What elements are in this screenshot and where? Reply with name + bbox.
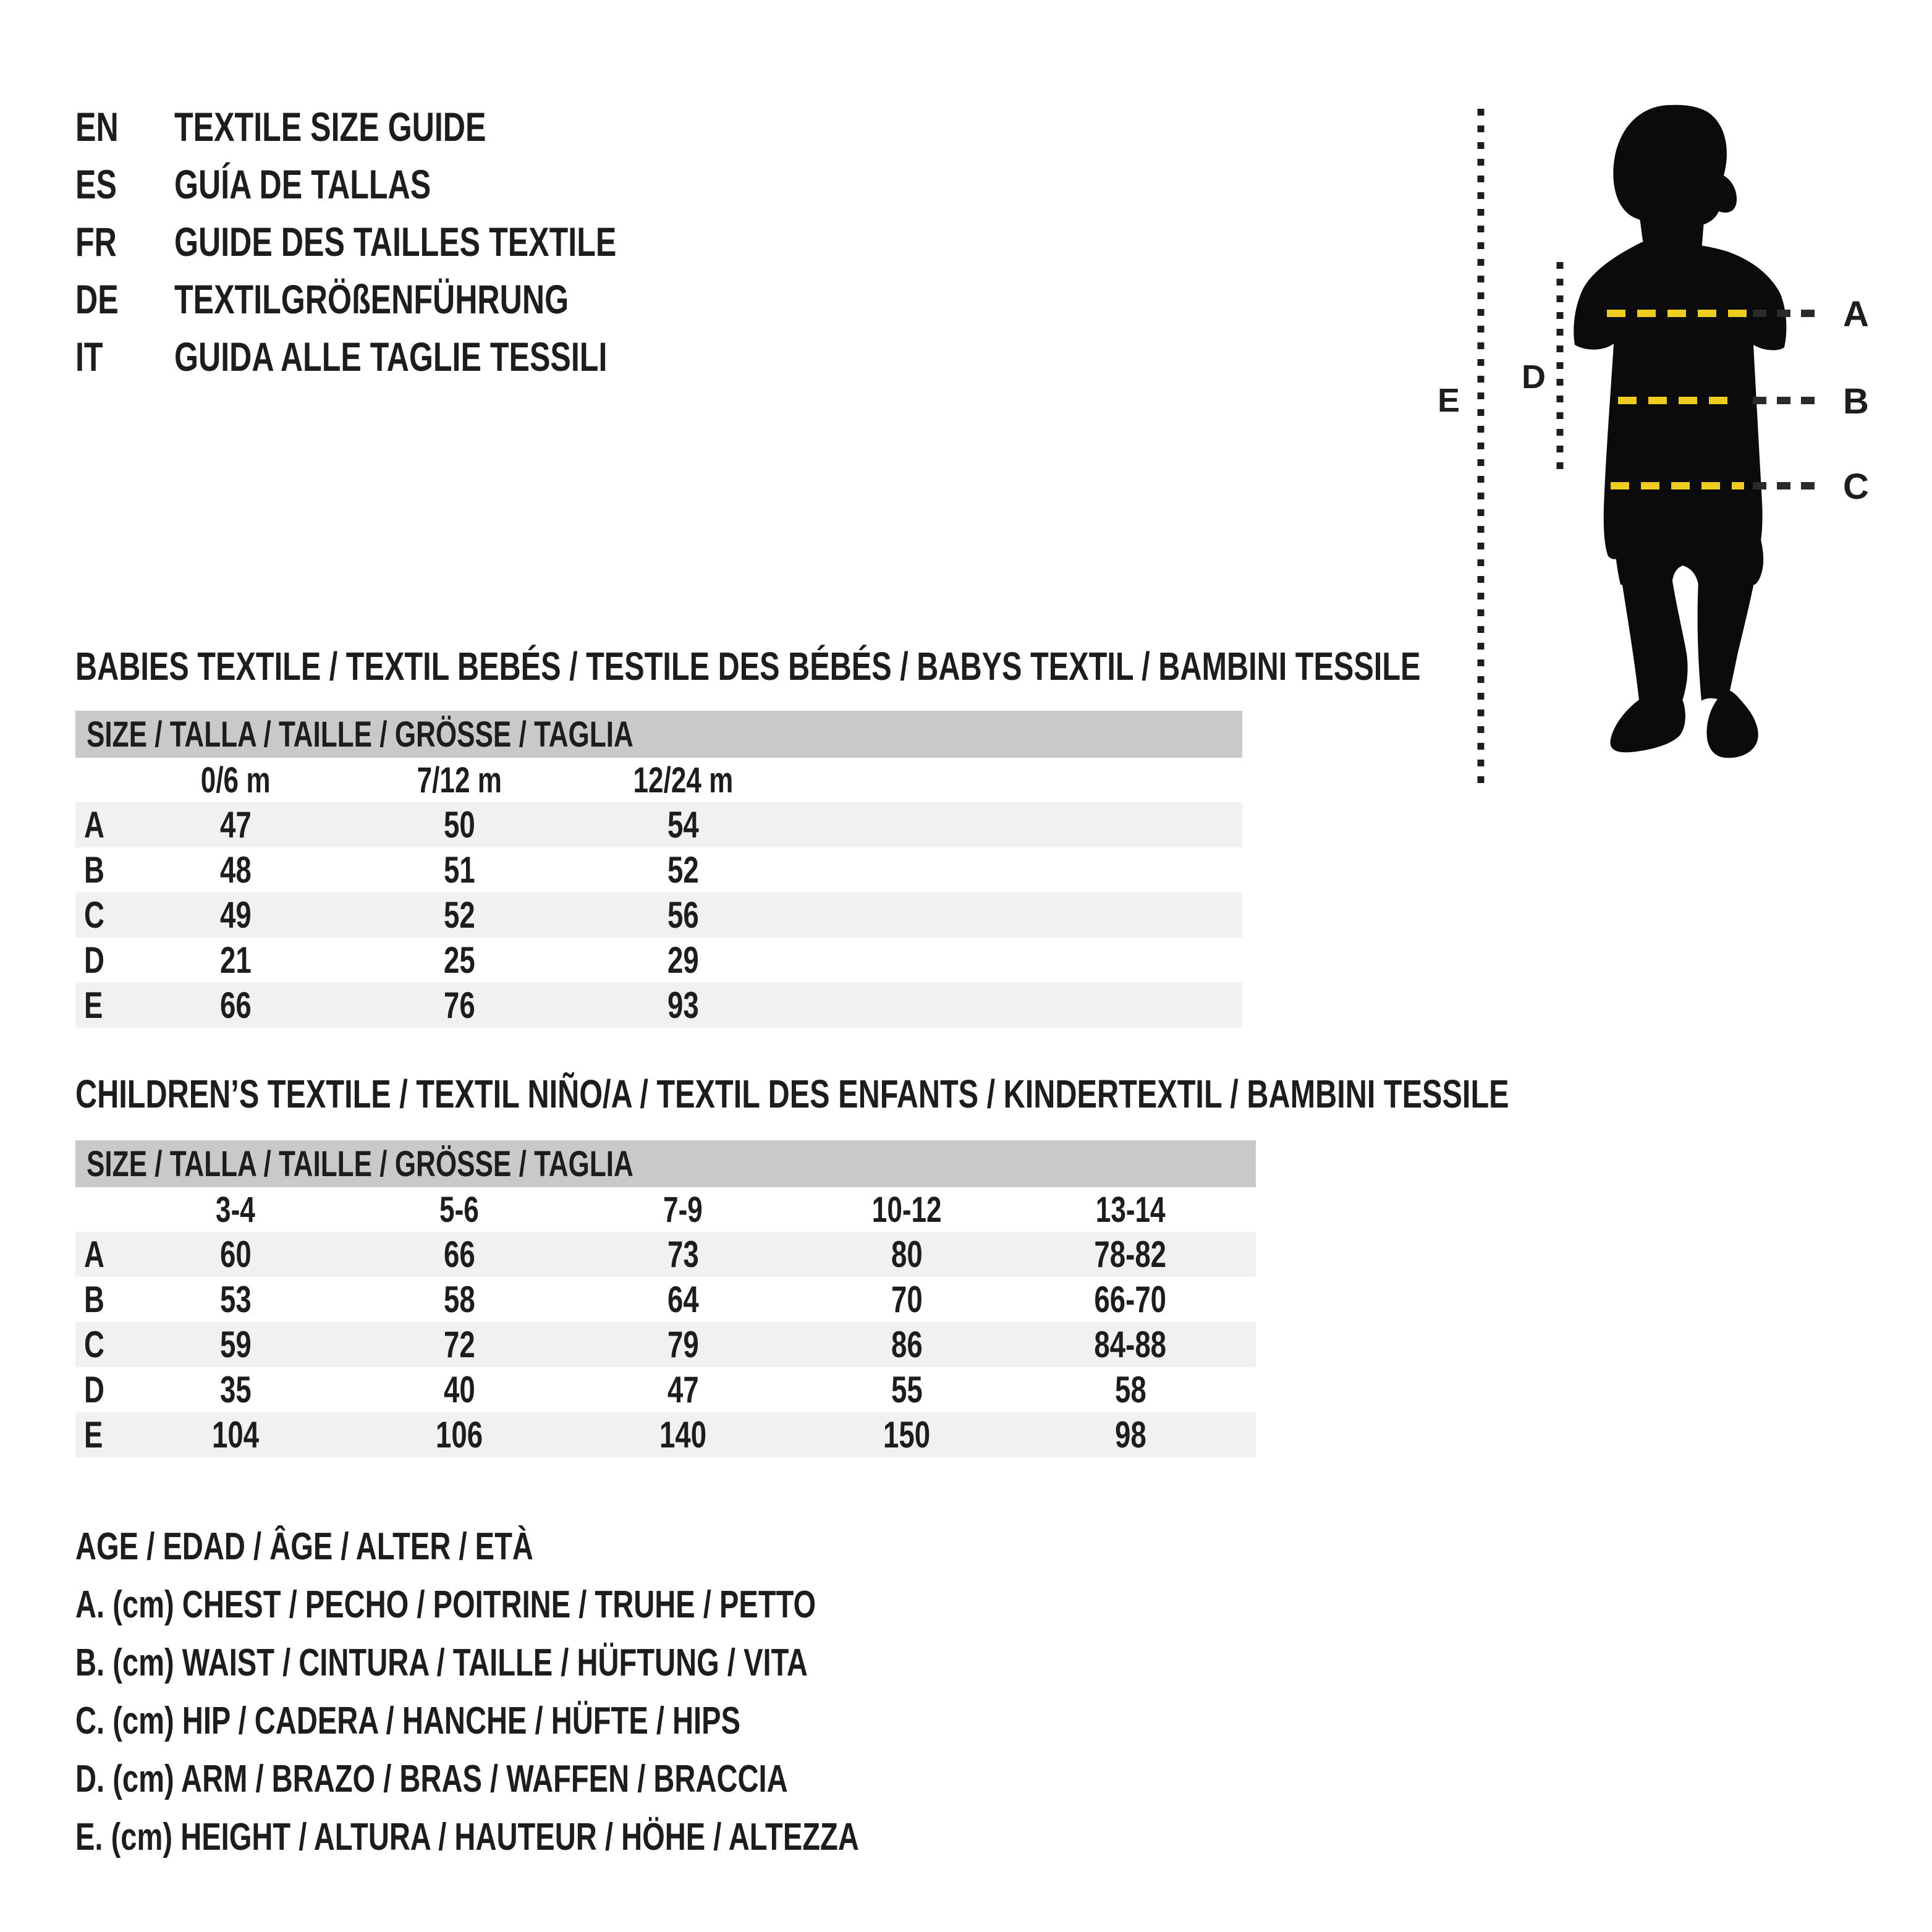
- table-cell: 76: [443, 985, 475, 1026]
- guide-title-it: GUIDA ALLE TAGLIE TESSILI: [174, 333, 608, 379]
- column-header: 0/6 m: [200, 760, 271, 800]
- language-code: DE: [75, 276, 119, 322]
- language-list: [75, 98, 756, 385]
- column-header: 5-6: [439, 1189, 479, 1230]
- guide-title-en: TEXTILE SIZE GUIDE: [174, 103, 486, 150]
- table-cell: 66: [443, 1234, 475, 1275]
- table-cell: 55: [891, 1369, 923, 1410]
- column-header: 3-4: [216, 1189, 255, 1230]
- table-row: [75, 1367, 1256, 1412]
- table-cell: 140: [659, 1414, 707, 1455]
- table-cell: 52: [667, 849, 699, 891]
- language-row-en: [75, 98, 756, 155]
- table-cell: 150: [883, 1414, 931, 1455]
- column-header: 7/12 m: [417, 760, 502, 800]
- table-cell: 93: [667, 985, 699, 1026]
- table-cell: 86: [891, 1324, 923, 1365]
- babies-column-headers: [75, 758, 1242, 802]
- table-cell: 47: [667, 1369, 699, 1410]
- table-cell: 78-82: [1094, 1234, 1167, 1275]
- table-cell: 59: [219, 1324, 252, 1365]
- table-cell: 104: [211, 1414, 260, 1455]
- table-cell: 56: [667, 894, 699, 936]
- table-cell: 73: [667, 1234, 699, 1275]
- babies-size-header-bar: [75, 711, 1242, 758]
- table-cell: 54: [667, 804, 699, 845]
- table-row: [75, 1277, 1256, 1322]
- table-cell: 66-70: [1094, 1279, 1167, 1320]
- table-row: [75, 1232, 1256, 1277]
- column-header: 12/24 m: [633, 760, 733, 800]
- column-header: 7-9: [663, 1189, 703, 1230]
- babies-size-table: [75, 711, 1242, 1028]
- measurement-legend: [75, 1517, 1106, 1866]
- table-row: [75, 847, 1242, 892]
- row-label: C: [84, 894, 104, 936]
- table-row: [75, 802, 1242, 847]
- row-label: A: [84, 804, 104, 845]
- guide-title-de: TEXTILGRÖßENFÜHRUNG: [174, 276, 569, 322]
- row-label: B: [84, 1279, 104, 1320]
- table-cell: 64: [667, 1279, 699, 1320]
- table-cell: 66: [219, 985, 252, 1026]
- language-code: IT: [75, 333, 103, 379]
- children-size-header-bar: [75, 1140, 1256, 1187]
- guide-title-fr: GUIDE DES TAILLES TEXTILE: [174, 218, 617, 265]
- measure-label-d: D: [1522, 358, 1546, 396]
- row-label: B: [84, 849, 104, 891]
- column-header: 13-14: [1095, 1189, 1166, 1230]
- legend-age-line: AGE / EDAD / ÂGE / ALTER / ETÀ: [75, 1525, 533, 1568]
- table-cell: 21: [219, 939, 252, 981]
- table-cell: 58: [443, 1279, 475, 1320]
- row-label: D: [84, 939, 104, 981]
- table-cell: 80: [891, 1234, 923, 1275]
- table-row: [75, 892, 1242, 938]
- legend-chest-line: A. (cm) CHEST / PECHO / POITRINE / TRUHE / PETTO: [75, 1583, 816, 1626]
- table-cell: 29: [667, 939, 699, 981]
- column-header: 10-12: [871, 1189, 942, 1230]
- guide-title-es: GUÍA DE TALLAS: [174, 161, 431, 207]
- table-cell: 49: [219, 894, 252, 936]
- table-cell: 70: [891, 1279, 923, 1320]
- legend-height-line: E. (cm) HEIGHT / ALTURA / HAUTEUR / HÖHE / ALTEZZA: [75, 1815, 859, 1858]
- table-row: [75, 1322, 1256, 1367]
- babies-section-title: BABIES TEXTILE / TEXTIL BEBÉS / TESTILE DES BÉBÉS / BABYS TEXTIL / BAMBINI TESSILE: [75, 644, 1421, 688]
- measure-label-e: E: [1438, 382, 1460, 419]
- table-cell: 25: [443, 939, 475, 981]
- table-cell: 52: [443, 894, 475, 936]
- table-cell: 106: [435, 1414, 483, 1455]
- language-code: ES: [75, 161, 117, 207]
- table-cell: 72: [443, 1324, 475, 1365]
- row-label: C: [84, 1324, 104, 1365]
- row-label: E: [84, 1414, 103, 1455]
- child-measurement-figure: [1409, 87, 1916, 810]
- measure-label-b: B: [1843, 381, 1869, 422]
- language-row-es: [75, 155, 756, 213]
- table-cell: 98: [1114, 1414, 1146, 1455]
- table-cell: 35: [219, 1369, 252, 1410]
- size-header-label: SIZE / TALLA / TAILLE / GRÖSSE / TAGLIA: [87, 1143, 633, 1184]
- row-label: A: [84, 1234, 104, 1275]
- measure-label-c: C: [1843, 467, 1869, 507]
- language-code: EN: [75, 103, 119, 150]
- table-row: [75, 938, 1242, 983]
- legend-arm-line: D. (cm) ARM / BRAZO / BRAS / WAFFEN / BRACCIA: [75, 1757, 788, 1800]
- language-row-de: [75, 270, 756, 328]
- table-cell: 51: [443, 849, 475, 891]
- row-label: D: [84, 1369, 104, 1410]
- legend-waist-line: B. (cm) WAIST / CINTURA / TAILLE / HÜFTUNG / VITA: [75, 1641, 808, 1684]
- table-cell: 58: [1114, 1369, 1146, 1410]
- size-header-label: SIZE / TALLA / TAILLE / GRÖSSE / TAGLIA: [87, 714, 633, 755]
- language-code: FR: [75, 218, 117, 265]
- table-row: [75, 983, 1242, 1028]
- row-label: E: [84, 985, 103, 1026]
- children-size-table: [75, 1140, 1256, 1457]
- table-cell: 40: [443, 1369, 475, 1410]
- table-cell: 50: [443, 804, 475, 845]
- language-row-it: [75, 328, 756, 385]
- table-cell: 79: [667, 1324, 699, 1365]
- measure-label-a: A: [1843, 294, 1869, 334]
- children-column-headers: [75, 1187, 1256, 1232]
- table-cell: 60: [219, 1234, 252, 1275]
- table-cell: 84-88: [1094, 1324, 1167, 1365]
- table-cell: 47: [219, 804, 252, 845]
- children-section-title: CHILDREN’S TEXTILE / TEXTIL NIÑO/A / TEXTIL DES ENFANTS / KINDERTEXTIL / BAMBINI TESSILE: [75, 1072, 1509, 1116]
- table-row: [75, 1412, 1256, 1457]
- table-cell: 48: [219, 849, 252, 891]
- table-cell: 53: [219, 1279, 252, 1320]
- language-row-fr: [75, 213, 756, 270]
- legend-hip-line: C. (cm) HIP / CADERA / HANCHE / HÜFTE / HIPS: [75, 1699, 741, 1742]
